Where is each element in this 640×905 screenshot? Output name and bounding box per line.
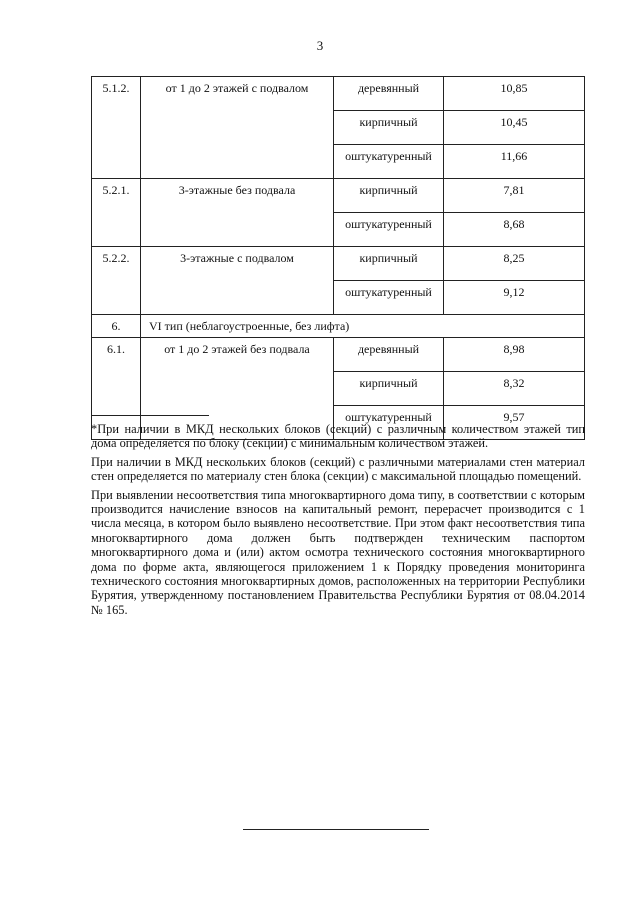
- rate-value: 9,57: [444, 406, 585, 440]
- rate-value: 11,66: [444, 145, 585, 179]
- rates-table: [91, 76, 585, 440]
- row-number: 5.2.2.: [92, 247, 141, 315]
- wall-material: кирпичный: [334, 179, 444, 213]
- row-number: 5.1.2.: [92, 77, 141, 179]
- rate-value: 10,45: [444, 111, 585, 145]
- row-number: 5.2.1.: [92, 179, 141, 247]
- table-row: [92, 247, 585, 281]
- rate-value: 10,85: [444, 77, 585, 111]
- rate-value: 8,98: [444, 338, 585, 372]
- footnote-divider: [91, 415, 209, 416]
- section-title: VI тип (неблагоустроенные, без лифта): [141, 315, 585, 338]
- footnote-paragraph: При выявлении несоответствия типа многоквартирного дома типу, в соответствии с которым производится начисление взносов на капитальный ремонт, перерасчет производится с 1 числа месяца, в котором было выявлено несоответствие. При этом факт несоответствия типа многоквартирного дома должен быть подтвержден техническим паспортом многоквартирного дома и (или) актом осмотра технического состояния многоквартирного дома по форме акта, являющегося приложением 1 к Порядку проведения мониторинга технического состояния многоквартирных домов, расположенных на территории Республики Бурятия, утвержденному постановлением Правительства Республики Бурятия от 08.04.2014 № 165.: [91, 487, 585, 617]
- house-type: от 1 до 2 этажей с подвалом: [141, 77, 334, 179]
- wall-material: оштукатуренный: [334, 281, 444, 315]
- table-section-row: [92, 315, 585, 338]
- table-row: [92, 77, 585, 111]
- table-row: [92, 179, 585, 213]
- footnote-paragraph: *При наличии в МКД нескольких блоков (секций) с различным количеством этажей тип дома определяется по блоку (секции) с минимальным количеством этажей.: [91, 422, 585, 451]
- footnotes: [91, 422, 585, 621]
- house-type: от 1 до 2 этажей без подвала: [141, 338, 334, 440]
- house-type: 3-этажные без подвала: [141, 179, 334, 247]
- wall-material: оштукатуренный: [334, 145, 444, 179]
- wall-material: кирпичный: [334, 247, 444, 281]
- rate-value: 8,25: [444, 247, 585, 281]
- rate-value: 8,68: [444, 213, 585, 247]
- wall-material: оштукатуренный: [334, 213, 444, 247]
- row-number: 6.1.: [92, 338, 141, 440]
- table-row: [92, 338, 585, 372]
- row-number: 6.: [92, 315, 141, 338]
- wall-material: деревянный: [334, 77, 444, 111]
- rate-value: 7,81: [444, 179, 585, 213]
- house-type: 3-этажные с подвалом: [141, 247, 334, 315]
- wall-material: кирпичный: [334, 111, 444, 145]
- page-number: 3: [316, 38, 324, 53]
- wall-material: деревянный: [334, 338, 444, 372]
- footnote-paragraph: При наличии в МКД нескольких блоков (секций) с различными материалами стен материал стен определяется по материалу стен блока (секции) с максимальной площадью помещений.: [91, 454, 585, 484]
- rate-value: 9,12: [444, 281, 585, 315]
- wall-material: кирпичный: [334, 372, 444, 406]
- end-divider: [243, 829, 429, 830]
- rate-value: 8,32: [444, 372, 585, 406]
- wall-material: оштукатуренный: [334, 406, 444, 440]
